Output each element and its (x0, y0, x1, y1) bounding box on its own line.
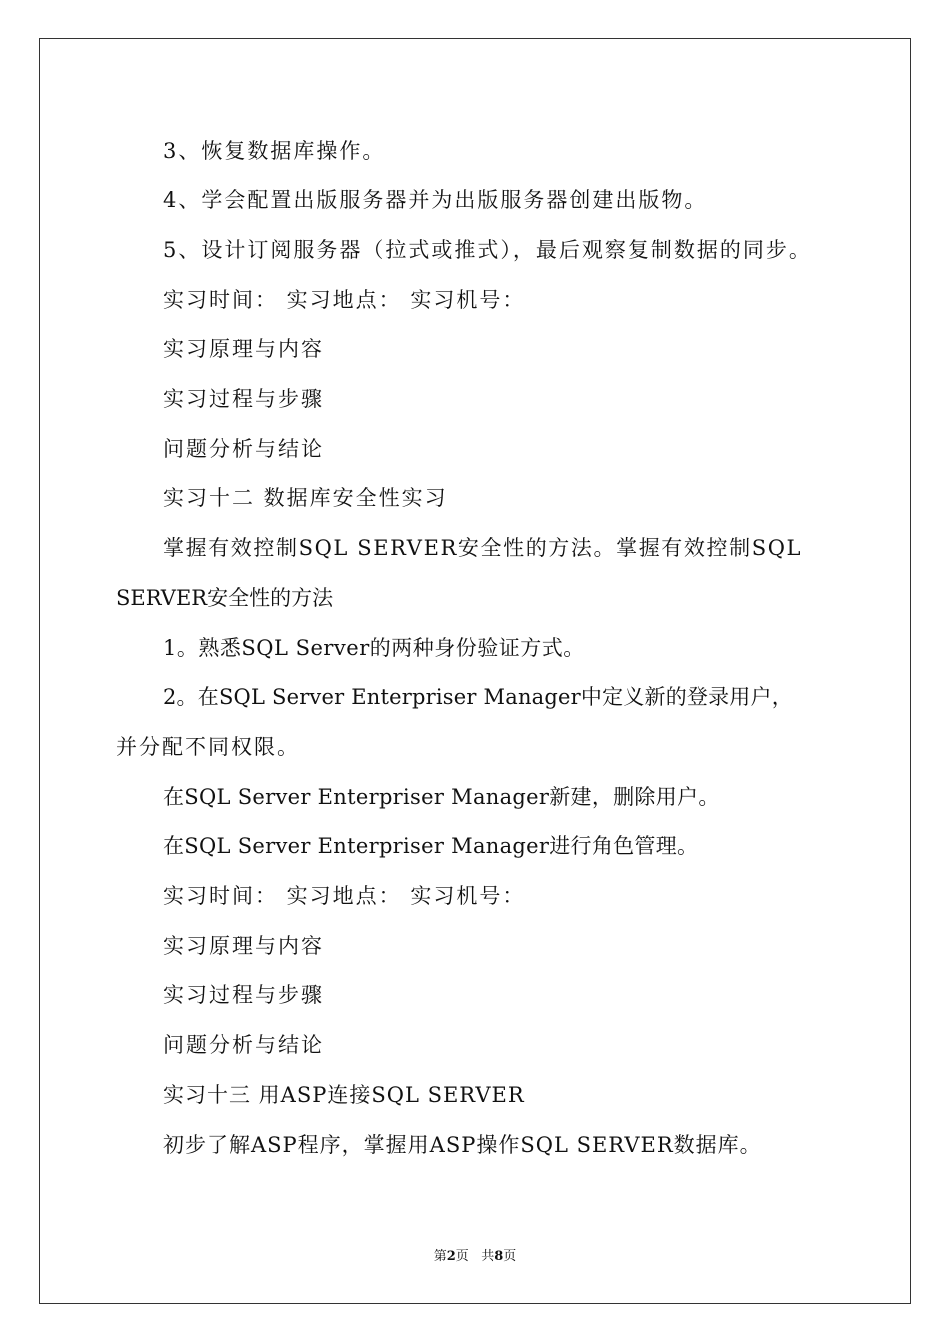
page-border (39, 38, 911, 1304)
text-line: 初步了解ASP程序，掌握用ASP操作SQL SERVER数据库。 (163, 1133, 762, 1157)
text-line: 实习过程与步骤 (163, 387, 324, 411)
footer-total-suffix: 页 (503, 1249, 517, 1264)
text-line: 2。在SQL Server Enterpriser Manager中定义新的登录用户， (163, 685, 793, 709)
text-line: 实习过程与步骤 (163, 983, 324, 1007)
text-line: 在SQL Server Enterpriser Manager进行角色管理。 (163, 834, 699, 858)
text-line: 实习原理与内容 (163, 934, 324, 958)
text-line: 4、学会配置出版服务器并为出版服务器创建出版物。 (163, 188, 708, 212)
text-line: SERVER安全性的方法 (116, 586, 334, 610)
text-line: 3、恢复数据库操作。 (163, 139, 386, 163)
text-line: 掌握有效控制SQL SERVER安全性的方法。掌握有效控制SQL (163, 536, 803, 560)
footer-page-number: 2 (446, 1249, 456, 1264)
footer-page-prefix: 第 (433, 1249, 447, 1264)
text-line: 问题分析与结论 (163, 1033, 324, 1057)
text-line: 在SQL Server Enterpriser Manager新建，删除用户。 (163, 785, 720, 809)
text-line: 实习时间： 实习地点： 实习机号： (163, 884, 526, 908)
text-line: 问题分析与结论 (163, 437, 324, 461)
page-footer (0, 1248, 950, 1266)
text-line: 5、设计订阅服务器（拉式或推式），最后观察复制数据的同步。 (163, 238, 812, 262)
text-line: 1。熟悉SQL Server的两种身份验证方式。 (163, 636, 585, 660)
text-line: 实习时间： 实习地点： 实习机号： (163, 288, 526, 312)
text-line: 并分配不同权限。 (116, 735, 300, 759)
section-heading: 实习十三 用ASP连接SQL SERVER (163, 1083, 525, 1107)
footer-total-number: 8 (494, 1249, 504, 1264)
section-heading: 实习十二 数据库安全性实习 (163, 486, 448, 510)
footer-total-prefix: 共 (481, 1249, 495, 1264)
footer-page-suffix: 页 (455, 1249, 469, 1264)
text-line: 实习原理与内容 (163, 337, 324, 361)
